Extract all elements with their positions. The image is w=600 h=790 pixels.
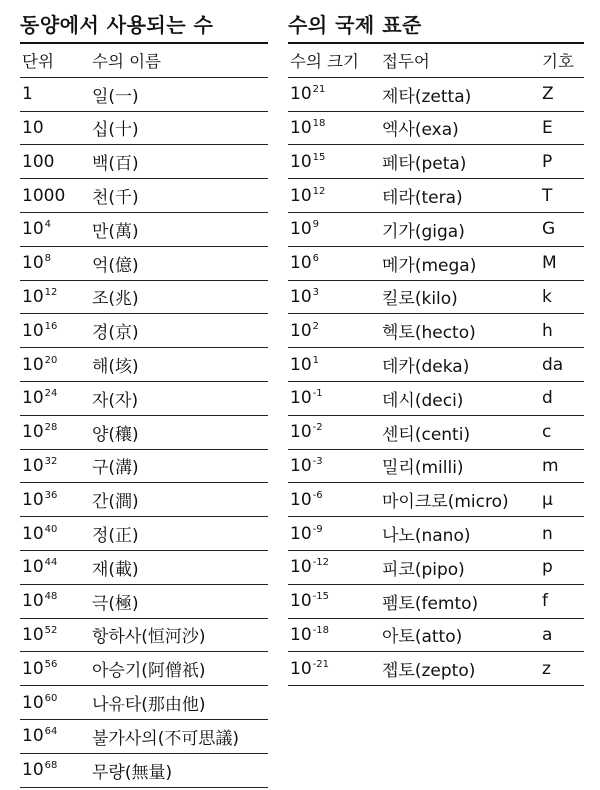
unit-cell (20, 550, 90, 584)
table-row (288, 618, 584, 652)
header-prefix: 접두어 (380, 43, 540, 77)
symbol-cell: a (540, 618, 584, 652)
unit-exponent: 60 (44, 692, 58, 704)
number-name-cell: 경(京) (90, 314, 268, 348)
unit-exponent: 12 (44, 286, 58, 298)
number-name-cell: 해(垓) (90, 348, 268, 382)
unit-base: 10 (290, 286, 312, 307)
number-name-cell: 십(十) (90, 111, 268, 145)
unit-base: 10 (290, 151, 312, 172)
unit-cell (20, 618, 90, 652)
symbol-cell: h (540, 314, 584, 348)
prefix-cell: 펨토(femto) (380, 584, 540, 618)
header-symbol: 기호 (540, 43, 584, 77)
unit-cell (20, 584, 90, 618)
table-row (20, 348, 268, 382)
unit-base: 10 (22, 320, 44, 341)
number-name-cell: 불가사의(不可思議) (90, 719, 268, 753)
eastern-numbers-title: 동양에서 사용되는 수 (20, 13, 214, 37)
table-row (20, 719, 268, 753)
unit-cell (20, 652, 90, 686)
table-row (20, 618, 268, 652)
unit-base: 10 (22, 760, 44, 781)
number-name-cell: 구(溝) (90, 449, 268, 483)
unit-exponent: 15 (312, 151, 326, 163)
symbol-cell: c (540, 415, 584, 449)
unit-base: 10 (22, 455, 44, 476)
table-row (20, 280, 268, 314)
unit-cell (20, 449, 90, 483)
unit-cell (20, 314, 90, 348)
table-row (288, 246, 584, 280)
unit-exponent: -2 (312, 422, 323, 434)
unit-base: 10 (22, 219, 44, 240)
number-name-cell: 항하사(恒河沙) (90, 618, 268, 652)
unit-exponent: 2 (312, 320, 320, 332)
unit-cell (20, 483, 90, 517)
unit-base: 10 (290, 84, 312, 105)
unit-exponent: -9 (312, 523, 323, 535)
number-name-cell: 양(穰) (90, 415, 268, 449)
unit-exponent: -12 (312, 557, 329, 569)
unit-cell (20, 179, 90, 213)
number-name-cell: 억(億) (90, 246, 268, 280)
unit-base: 10 (290, 523, 312, 544)
symbol-cell: E (540, 111, 584, 145)
unit-cell (288, 483, 380, 517)
unit-base: 10 (290, 624, 312, 645)
unit-exponent: 18 (312, 117, 326, 129)
unit-cell (288, 517, 380, 551)
unit-base: 10 (22, 286, 44, 307)
unit-exponent: -3 (312, 455, 323, 467)
symbol-cell: f (540, 584, 584, 618)
unit-cell (288, 652, 380, 686)
unit-cell (288, 145, 380, 179)
unit-base: 10 (290, 455, 312, 476)
symbol-cell: P (540, 145, 584, 179)
header-number-name: 수의 이름 (90, 43, 268, 77)
unit-cell (288, 179, 380, 213)
number-name-cell: 나유타(那由他) (90, 686, 268, 720)
table-row (288, 483, 584, 517)
prefix-cell: 피코(pipo) (380, 550, 540, 584)
unit-cell (20, 686, 90, 720)
unit-exponent: 44 (44, 557, 58, 569)
unit-cell (20, 753, 90, 787)
prefix-cell: 데카(deka) (380, 348, 540, 382)
prefix-cell: 나노(nano) (380, 517, 540, 551)
prefix-cell: 테라(tera) (380, 179, 540, 213)
unit-cell (20, 517, 90, 551)
unit-cell (288, 415, 380, 449)
unit-base: 10 (290, 489, 312, 510)
table-row (20, 314, 268, 348)
number-name-cell: 간(澗) (90, 483, 268, 517)
unit-cell (288, 348, 380, 382)
unit-exponent: 28 (44, 422, 58, 434)
table-row (288, 415, 584, 449)
unit-exponent: 48 (44, 591, 58, 603)
unit-base: 10 (290, 354, 312, 375)
unit-cell (20, 381, 90, 415)
number-name-cell: 무량(無量) (90, 753, 268, 787)
table-row (20, 212, 268, 246)
table-row (288, 314, 584, 348)
table-row (20, 686, 268, 720)
table-row (288, 179, 584, 213)
unit-exponent: 68 (44, 760, 58, 772)
unit-cell (20, 246, 90, 280)
unit-exponent: 3 (312, 286, 320, 298)
unit-base: 10 (22, 422, 44, 443)
unit-exponent: 21 (312, 84, 326, 96)
unit-cell (288, 314, 380, 348)
unit-exponent: -18 (312, 624, 329, 636)
unit-cell (288, 550, 380, 584)
unit-base: 10 (290, 117, 312, 138)
prefix-cell: 아토(atto) (380, 618, 540, 652)
table-row (20, 145, 268, 179)
unit-exponent: 12 (312, 185, 326, 197)
unit-base: 10 (22, 117, 44, 138)
unit-base: 10 (22, 692, 44, 713)
unit-base: 1000 (22, 185, 66, 206)
unit-exponent: 36 (44, 489, 58, 501)
number-name-cell: 백(百) (90, 145, 268, 179)
unit-exponent: -21 (312, 658, 329, 670)
table-row (288, 77, 584, 111)
unit-exponent: 20 (44, 354, 58, 366)
unit-cell (288, 584, 380, 618)
unit-base: 10 (290, 658, 312, 679)
unit-exponent: 16 (44, 320, 58, 332)
table-row (20, 415, 268, 449)
prefix-cell: 마이크로(micro) (380, 483, 540, 517)
table-row (20, 179, 268, 213)
prefix-cell: 킬로(kilo) (380, 280, 540, 314)
unit-base: 10 (290, 388, 312, 409)
unit-base: 10 (22, 624, 44, 645)
unit-exponent: 8 (44, 253, 52, 265)
unit-base: 10 (290, 185, 312, 206)
unit-cell (288, 77, 380, 111)
unit-base: 10 (290, 320, 312, 341)
unit-cell (20, 280, 90, 314)
unit-cell (288, 618, 380, 652)
table-row (288, 111, 584, 145)
eastern-numbers-table (20, 42, 268, 788)
prefix-cell: 기가(giga) (380, 212, 540, 246)
table-row (288, 550, 584, 584)
unit-base: 10 (22, 557, 44, 578)
symbol-cell: k (540, 280, 584, 314)
number-name-cell: 만(萬) (90, 212, 268, 246)
unit-base: 10 (22, 253, 44, 274)
symbol-cell: M (540, 246, 584, 280)
table-row (20, 111, 268, 145)
table-header-row (288, 43, 584, 77)
table-row (288, 652, 584, 686)
unit-cell (288, 449, 380, 483)
unit-cell (20, 348, 90, 382)
number-name-cell: 일(一) (90, 77, 268, 111)
table-row (288, 517, 584, 551)
unit-base: 1 (22, 84, 33, 105)
unit-cell (20, 719, 90, 753)
unit-cell (20, 145, 90, 179)
table-row (288, 212, 584, 246)
symbol-cell: m (540, 449, 584, 483)
table-row (20, 550, 268, 584)
prefix-cell: 헥토(hecto) (380, 314, 540, 348)
unit-base: 10 (22, 591, 44, 612)
unit-exponent: 64 (44, 726, 58, 738)
prefix-cell: 데시(deci) (380, 381, 540, 415)
prefix-cell: 엑사(exa) (380, 111, 540, 145)
unit-base: 10 (22, 658, 44, 679)
number-name-cell: 자(자) (90, 381, 268, 415)
table-row (288, 584, 584, 618)
unit-exponent: 52 (44, 624, 58, 636)
unit-cell (288, 246, 380, 280)
table-row (288, 348, 584, 382)
symbol-cell: z (540, 652, 584, 686)
symbol-cell: d (540, 381, 584, 415)
unit-cell (288, 280, 380, 314)
number-name-cell: 아승기(阿僧祇) (90, 652, 268, 686)
prefix-cell: 페타(peta) (380, 145, 540, 179)
symbol-cell: Z (540, 77, 584, 111)
unit-exponent: 40 (44, 523, 58, 535)
unit-base: 10 (290, 557, 312, 578)
unit-base: 10 (290, 422, 312, 443)
unit-cell (288, 212, 380, 246)
table-row (20, 77, 268, 111)
prefix-cell: 젭토(zepto) (380, 652, 540, 686)
table-row (20, 753, 268, 787)
unit-base: 10 (22, 388, 44, 409)
number-name-cell: 극(極) (90, 584, 268, 618)
prefix-cell: 밀리(milli) (380, 449, 540, 483)
unit-cell (288, 381, 380, 415)
table-header-row (20, 43, 268, 77)
unit-exponent: 6 (312, 253, 320, 265)
prefix-cell: 센티(centi) (380, 415, 540, 449)
symbol-cell: G (540, 212, 584, 246)
header-magnitude: 수의 크기 (288, 43, 380, 77)
unit-base: 10 (22, 489, 44, 510)
unit-exponent: -15 (312, 591, 329, 603)
table-row (20, 584, 268, 618)
unit-exponent: -6 (312, 489, 323, 501)
number-name-cell: 조(兆) (90, 280, 268, 314)
unit-cell (288, 111, 380, 145)
unit-base: 10 (290, 253, 312, 274)
table-row (20, 246, 268, 280)
unit-exponent: -1 (312, 388, 323, 400)
prefix-cell: 메가(mega) (380, 246, 540, 280)
prefix-cell: 제타(zetta) (380, 77, 540, 111)
table-row (20, 381, 268, 415)
eastern-numbers-block (20, 8, 268, 788)
table-row (288, 280, 584, 314)
unit-base: 10 (22, 523, 44, 544)
si-prefix-block (288, 8, 584, 686)
symbol-cell: n (540, 517, 584, 551)
unit-cell (20, 111, 90, 145)
table-row (288, 145, 584, 179)
symbol-cell: μ (540, 483, 584, 517)
header-unit: 단위 (20, 43, 90, 77)
unit-base: 10 (22, 354, 44, 375)
table-row (20, 652, 268, 686)
si-prefix-title: 수의 국제 표준 (288, 13, 422, 37)
symbol-cell: p (540, 550, 584, 584)
unit-base: 10 (290, 219, 312, 240)
unit-exponent: 4 (44, 219, 52, 231)
unit-base: 10 (290, 591, 312, 612)
table-row (20, 517, 268, 551)
unit-base: 100 (22, 151, 55, 172)
unit-cell (20, 212, 90, 246)
unit-cell (20, 77, 90, 111)
unit-cell (20, 415, 90, 449)
table-row (20, 449, 268, 483)
si-prefix-table (288, 42, 584, 686)
unit-exponent: 9 (312, 219, 320, 231)
unit-base: 10 (22, 726, 44, 747)
unit-exponent: 56 (44, 658, 58, 670)
number-name-cell: 천(千) (90, 179, 268, 213)
number-name-cell: 정(正) (90, 517, 268, 551)
number-name-cell: 재(載) (90, 550, 268, 584)
table-row (288, 381, 584, 415)
unit-exponent: 32 (44, 455, 58, 467)
unit-exponent: 24 (44, 388, 58, 400)
unit-exponent: 1 (312, 354, 320, 366)
table-row (288, 449, 584, 483)
symbol-cell: T (540, 179, 584, 213)
symbol-cell: da (540, 348, 584, 382)
table-row (20, 483, 268, 517)
